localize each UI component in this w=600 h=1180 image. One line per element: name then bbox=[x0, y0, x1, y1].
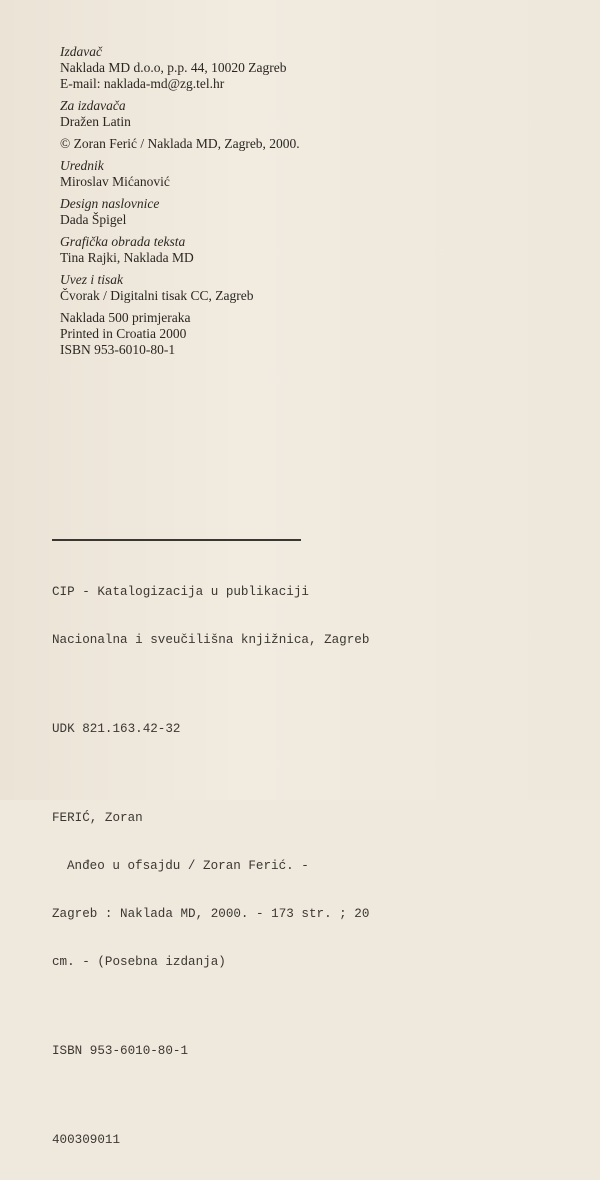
edition-block bbox=[60, 310, 560, 358]
cover-design-block bbox=[60, 196, 560, 228]
imprint-section bbox=[60, 44, 560, 364]
publisher-block bbox=[60, 44, 560, 92]
publisher-address: Naklada MD d.o.o, p.p. 44, 10020 Zagreb bbox=[60, 60, 287, 75]
cip-title-line: Anđeo u ofsajdu / Zoran Ferić. - bbox=[67, 859, 309, 873]
editor-label: Urednik bbox=[60, 158, 104, 173]
printed-in: Printed in Croatia 2000 bbox=[60, 326, 187, 341]
cip-series-line: cm. - (Posebna izdanja) bbox=[52, 955, 226, 969]
text-layout-block bbox=[60, 234, 560, 266]
publisher-email: E-mail: naklada-md@zg.tel.hr bbox=[60, 76, 225, 91]
text-layout-label: Grafička obrada teksta bbox=[60, 234, 186, 249]
cover-design-label: Design naslovnice bbox=[60, 196, 160, 211]
cip-record-id: 400309011 bbox=[52, 1133, 121, 1147]
publisher-label: Izdavač bbox=[60, 44, 102, 59]
isbn-line: ISBN 953-6010-80-1 bbox=[60, 342, 176, 357]
binding-print-label: Uvez i tisak bbox=[60, 272, 123, 287]
text-layout-name: Tina Rajki, Naklada MD bbox=[60, 250, 194, 265]
cip-header-line-2: Nacionalna i sveučilišna knjižnica, Zagreb bbox=[52, 633, 370, 647]
copyright-line: © Zoran Ferić / Naklada MD, Zagreb, 2000. bbox=[60, 136, 300, 151]
separator-rule bbox=[52, 539, 301, 541]
cip-record bbox=[52, 552, 572, 1180]
cip-isbn: ISBN 953-6010-80-1 bbox=[52, 1044, 189, 1058]
editor-name: Miroslav Mićanović bbox=[60, 174, 170, 189]
for-publisher-name: Dražen Latin bbox=[60, 114, 131, 129]
cover-design-name: Dada Špigel bbox=[60, 212, 127, 227]
binding-print-name: Čvorak / Digitalni tisak CC, Zagreb bbox=[60, 288, 254, 303]
print-run: Naklada 500 primjeraka bbox=[60, 310, 191, 325]
cip-header-line-1: CIP - Katalogizacija u publikaciji bbox=[52, 585, 309, 599]
for-publisher-label: Za izdavača bbox=[60, 98, 126, 113]
cip-author: FERIĆ, Zoran bbox=[52, 811, 143, 825]
for-publisher-block bbox=[60, 98, 560, 130]
cip-imprint-line: Zagreb : Naklada MD, 2000. - 173 str. ; 20 bbox=[52, 907, 370, 921]
cip-udk: UDK 821.163.42-32 bbox=[52, 722, 181, 736]
binding-print-block bbox=[60, 272, 560, 304]
editor-block bbox=[60, 158, 560, 190]
copyright-block bbox=[60, 136, 560, 152]
